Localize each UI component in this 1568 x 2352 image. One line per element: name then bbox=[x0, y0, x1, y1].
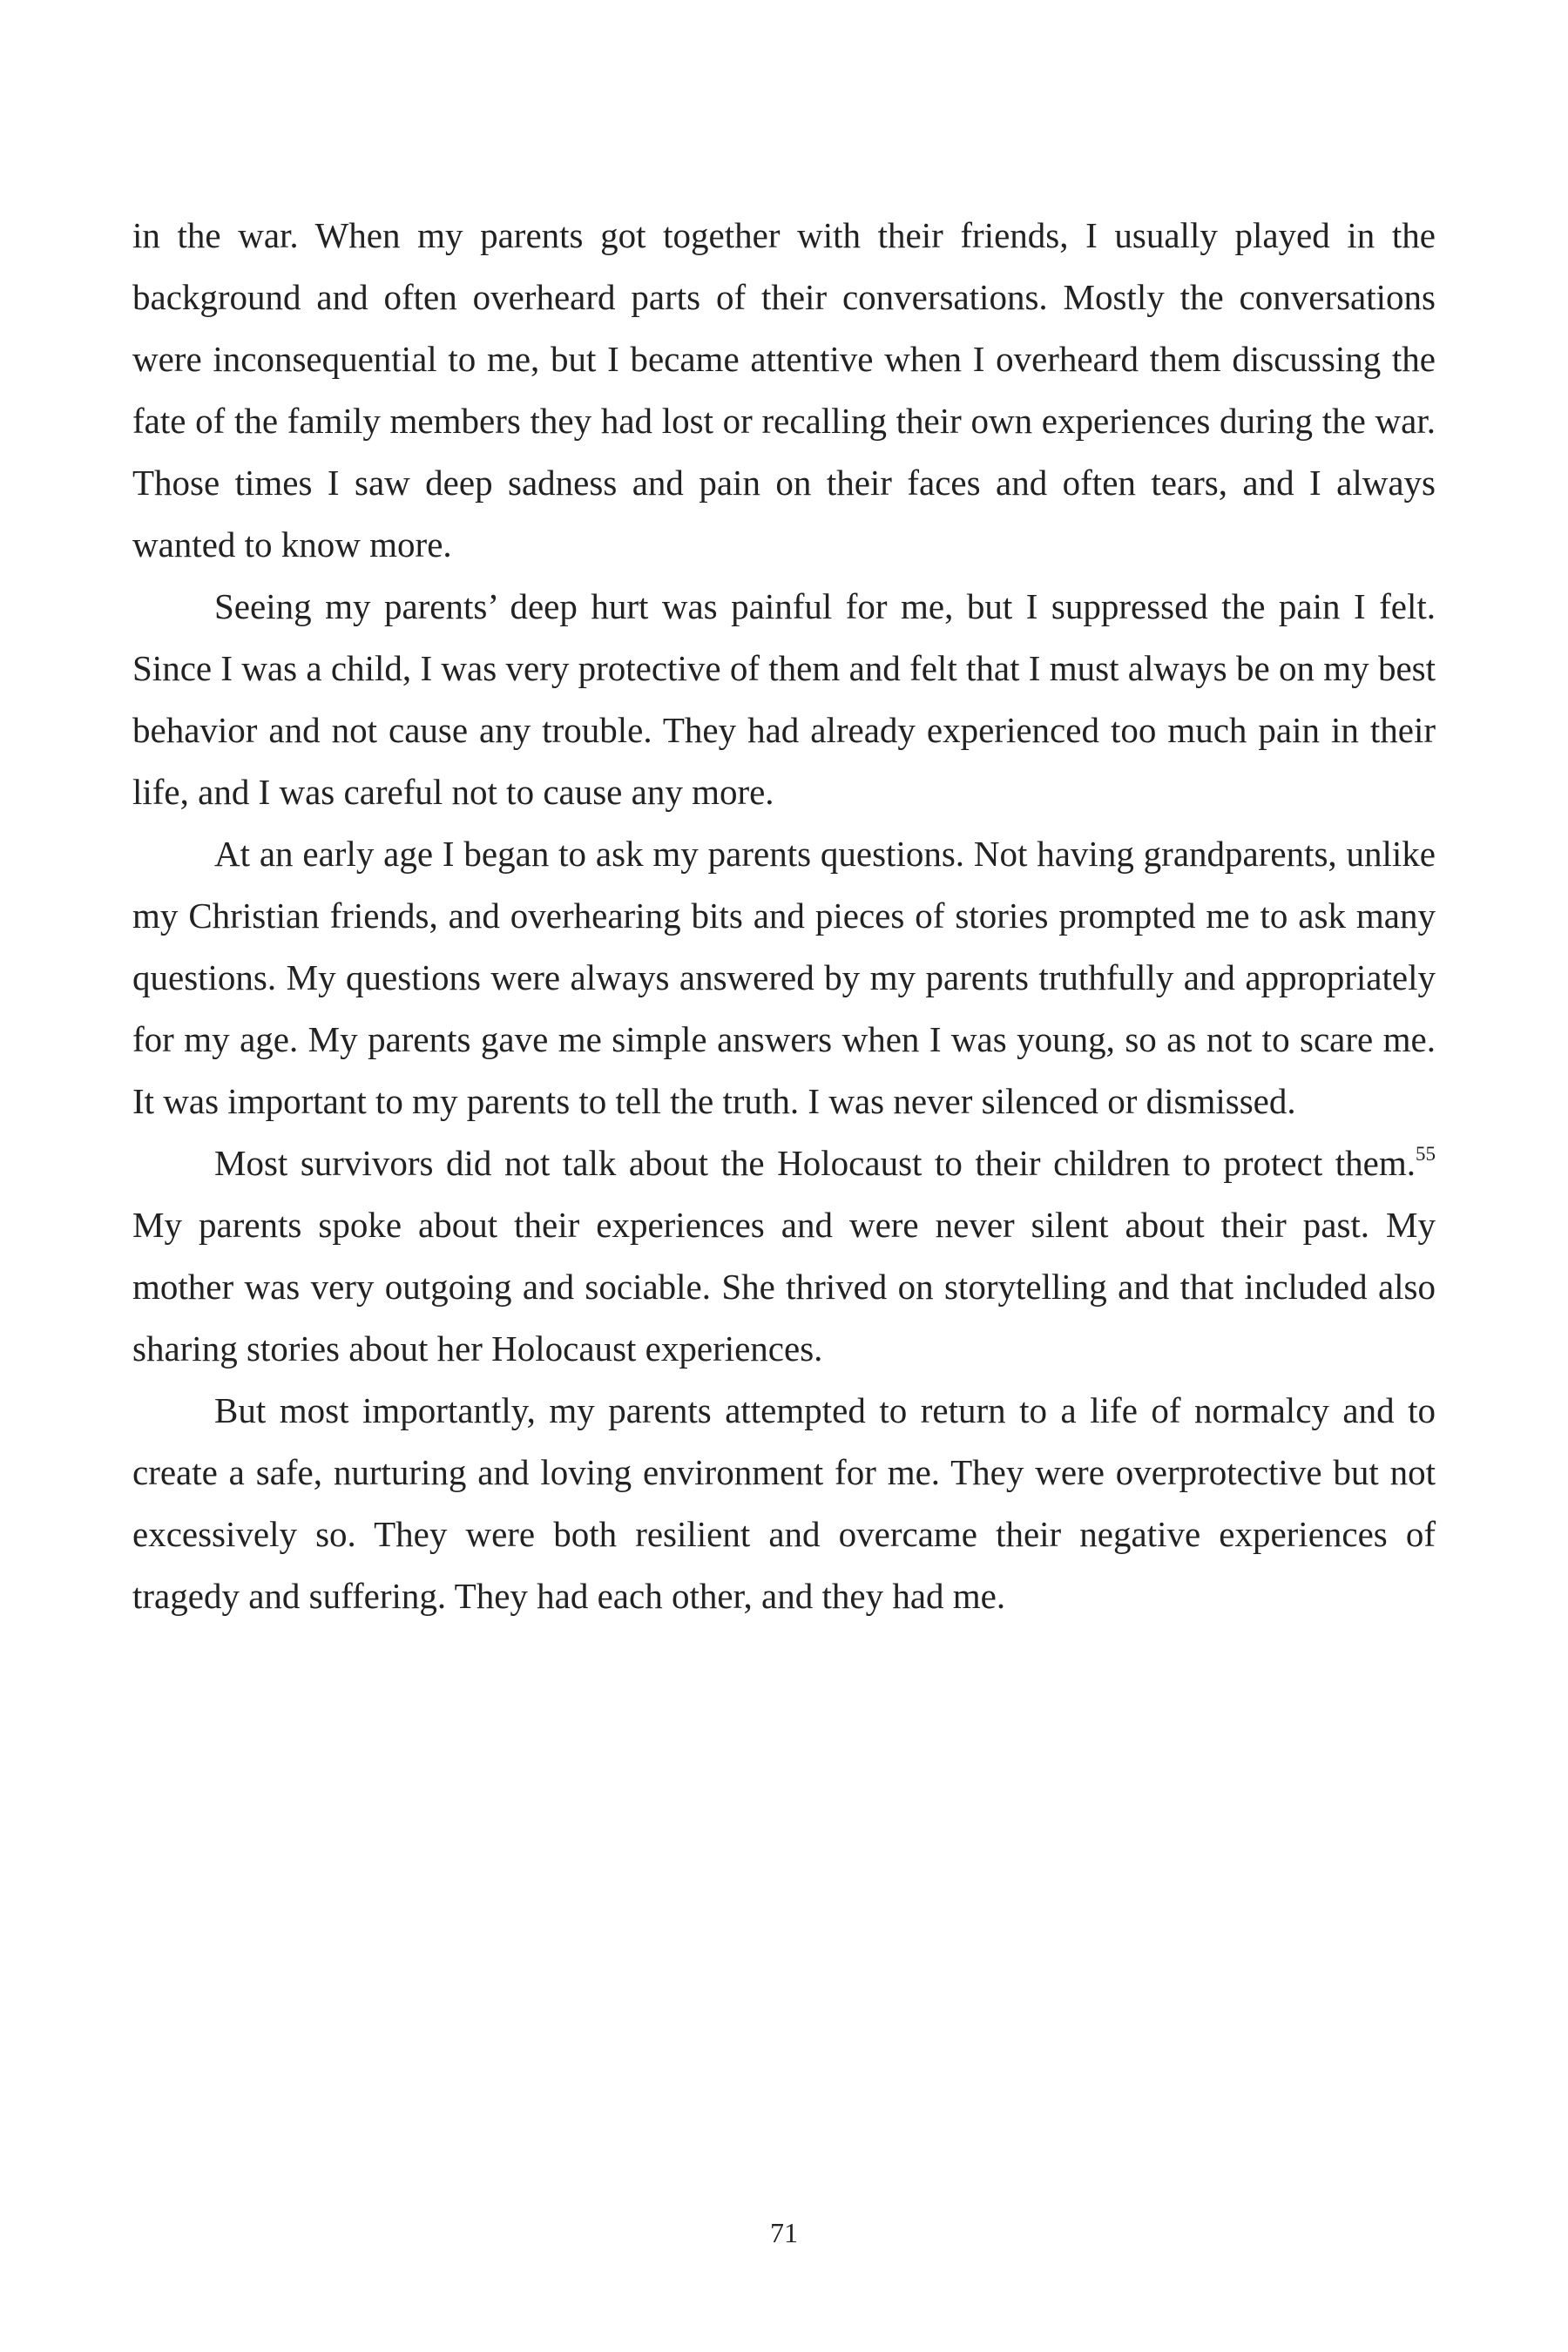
paragraph-1: in the war. When my parents got together with their friends, I usually played in the background and often overheard parts of their conversations. Mostly the conversations were inconsequential to me, but I became attentive when I overheard them discussing the fate of the family members they had lost or recalling their own experiences during the war. Those times I saw deep sadness and pain on their faces and often tears, and I always wanted to know more. bbox=[132, 215, 1436, 564]
paragraph-2: Seeing my parents’ deep hurt was painful for me, but I suppressed the pain I felt. Since I was a child, I was very protective of them and felt that I must always be on my best behavior and not cause any trouble. They had already experienced too much pain in their life, and I was careful not to cause any more. bbox=[132, 586, 1436, 812]
paragraph-4 bbox=[132, 1132, 1436, 1380]
footnote-marker: 55 bbox=[1416, 1143, 1436, 1165]
paragraph-4-lead: Most survivors did not talk about the Holocaust to their children to protect them. bbox=[214, 1143, 1416, 1183]
paragraph-3: At an early age I began to ask my parents questions. Not having grandparents, unlike my Christian friends, and overhearing bits and pieces of stories prompted me to ask many questions. My questions were always answered by my parents truthfully and appropriately for my age. My parents gave me simple answers when I was young, so as not to scare me. It was important to my parents to tell the truth. I was never silenced or dismissed. bbox=[132, 834, 1436, 1121]
body-text bbox=[132, 205, 1436, 1627]
paragraph-5: But most importantly, my parents attempted to return to a life of normalcy and to create a safe, nurturing and loving environment for me. They were overprotective but not excessively so. They were both resilient and overcame their negative experiences of tragedy and suffering. They had each other, and they had me. bbox=[132, 1390, 1436, 1616]
page-number: 71 bbox=[770, 2217, 798, 2248]
paragraph-4-rest: My parents spoke about their experiences and were never silent about their past. My mother was very outgoing and sociable. She thrived on storytelling and that included also sharing stories about her Holocaust experiences. bbox=[132, 1205, 1436, 1369]
